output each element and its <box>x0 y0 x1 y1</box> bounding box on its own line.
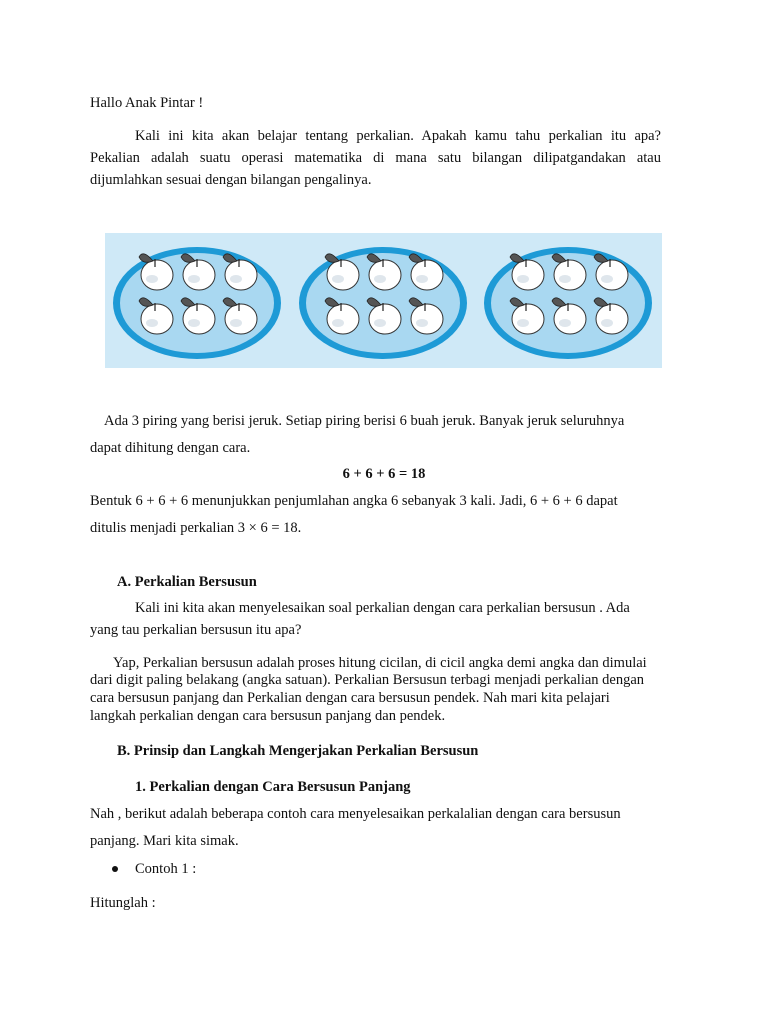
story-line-2: dapat dihitung dengan cara. <box>90 440 251 456</box>
orange-fruit <box>596 304 628 334</box>
orange-fruit <box>183 260 215 290</box>
story-line-4: ditulis menjadi perkalian 3 × 6 = 18. <box>90 520 302 536</box>
plate <box>484 247 652 359</box>
orange-fruit <box>141 260 173 290</box>
equation: 6 + 6 + 6 = 18 <box>342 466 426 482</box>
orange-shade <box>559 275 571 283</box>
plate <box>299 247 467 359</box>
orange-shade <box>230 319 242 327</box>
orange-shade <box>601 275 613 283</box>
orange-fruit <box>225 304 257 334</box>
example-bullet-label: Contoh 1 : <box>135 861 197 877</box>
orange-shade <box>188 319 200 327</box>
orange-fruit <box>411 260 443 290</box>
section-b-line-1: Nah , berikut adalah beberapa contoh cara menyelesaikan perkalalian dengan cara bersusun <box>90 806 621 822</box>
orange-shade <box>517 275 529 283</box>
section-a-p2-line-2: dari digit paling belakang (angka satuan). Perkalian Bersusun terbagi menjadi perkalian dengan <box>90 672 645 688</box>
section-a-p2-line-3: cara bersusun panjang dan Perkalian dengan cara bersusun pendek. Nah mari kita pelajari <box>90 690 610 706</box>
section-a-p1-line-2: yang tau perkalian bersusun itu apa? <box>90 622 302 638</box>
orange-fruit <box>327 304 359 334</box>
bullet-icon <box>112 866 118 872</box>
orange-fruit <box>554 260 586 290</box>
orange-fruit <box>225 260 257 290</box>
orange-plates-illustration <box>105 233 662 368</box>
orange-fruit <box>554 304 586 334</box>
orange-shade <box>332 319 344 327</box>
section-a-p2-line-4: langkah perkalian dengan cara bersusun panjang dan pendek. <box>90 708 446 724</box>
section-a-p1-line-1: Kali ini kita akan menyelesaikan soal perkalian dengan cara perkalian bersusun . Ada <box>135 600 630 616</box>
greeting-text: Hallo Anak Pintar ! <box>90 95 204 111</box>
orange-fruit <box>369 304 401 334</box>
hitunglah-label: Hitunglah : <box>90 895 156 911</box>
orange-fruit <box>512 304 544 334</box>
orange-shade <box>230 275 242 283</box>
orange-shade <box>517 319 529 327</box>
intro-line-1: Kali ini kita akan belajar tentang perkalian. Apakah kamu tahu perkalian itu apa? <box>135 128 661 144</box>
story-line-3: Bentuk 6 + 6 + 6 menunjukkan penjumlahan angka 6 sebanyak 3 kali. Jadi, 6 + 6 + 6 dapat <box>90 493 618 509</box>
orange-fruit <box>327 260 359 290</box>
plate <box>113 247 281 359</box>
section-b-line-2: panjang. Mari kita simak. <box>90 833 239 849</box>
orange-shade <box>559 319 571 327</box>
section-a-heading: A. Perkalian Bersusun <box>117 574 257 590</box>
orange-fruit <box>369 260 401 290</box>
orange-shade <box>601 319 613 327</box>
orange-fruit <box>141 304 173 334</box>
orange-fruit <box>596 260 628 290</box>
section-b-heading: B. Prinsip dan Langkah Mengerjakan Perkalian Bersusun <box>117 743 479 759</box>
orange-shade <box>416 275 428 283</box>
story-line-1: Ada 3 piring yang berisi jeruk. Setiap piring berisi 6 buah jeruk. Banyak jeruk seluruhnya <box>104 413 625 429</box>
orange-shade <box>374 275 386 283</box>
intro-line-3: dijumlahkan sesuai dengan bilangan pengalinya. <box>90 172 372 188</box>
orange-fruit <box>512 260 544 290</box>
section-a-p2-line-1: Yap, Perkalian bersusun adalah proses hitung cicilan, di cicil angka demi angka dan dimulai <box>113 655 647 671</box>
orange-shade <box>374 319 386 327</box>
orange-shade <box>332 275 344 283</box>
orange-fruit <box>411 304 443 334</box>
section-b-subheading: 1. Perkalian dengan Cara Bersusun Panjang <box>135 779 411 795</box>
orange-shade <box>416 319 428 327</box>
intro-line-2: Pekalian adalah suatu operasi matematika di mana satu bilangan dilipatgandakan atau <box>90 150 661 166</box>
orange-shade <box>188 275 200 283</box>
orange-shade <box>146 275 158 283</box>
orange-shade <box>146 319 158 327</box>
orange-fruit <box>183 304 215 334</box>
